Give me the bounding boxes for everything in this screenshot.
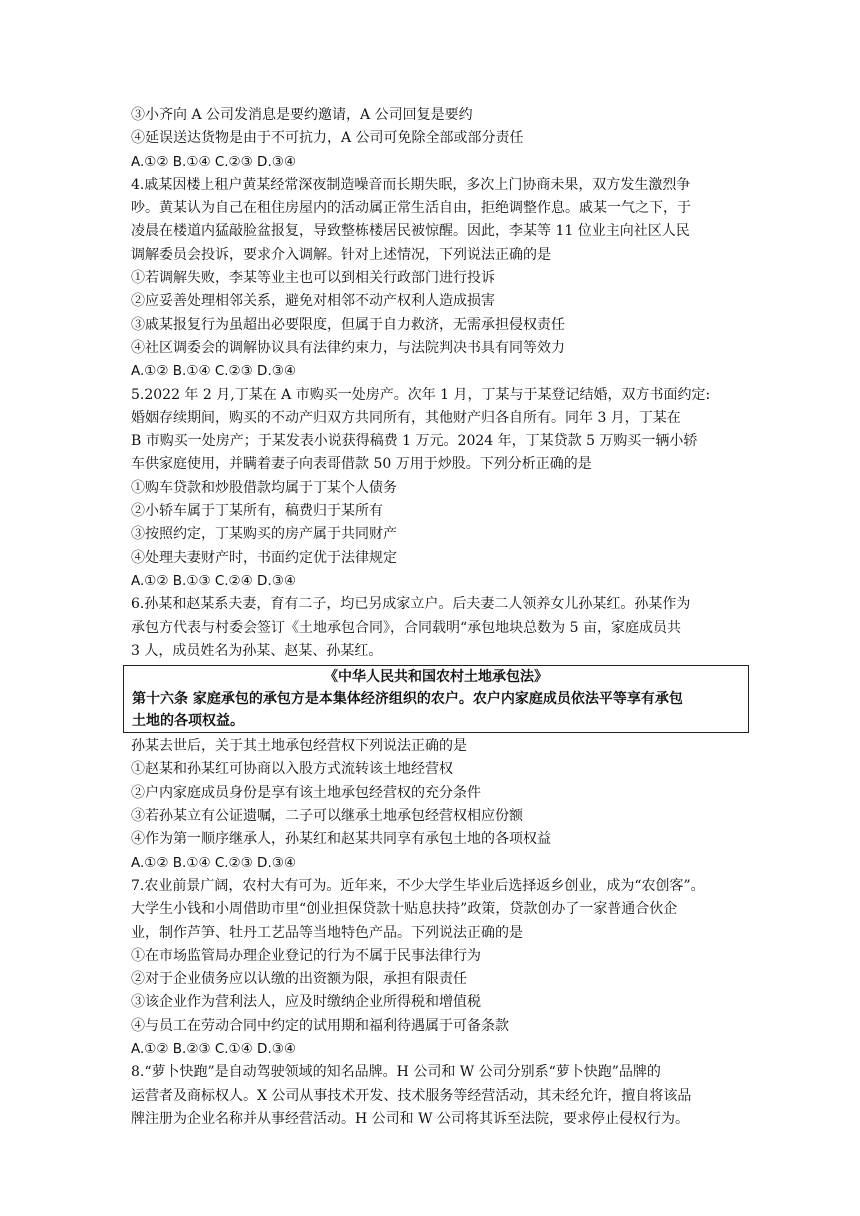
text-line: 婚姻存续期间，购买的不动产归双方共同所有，其他财产归各自所有。同年 3 月，丁某在 — [131, 409, 681, 426]
text-line: ①在市场监管局办理企业登记的行为不属于民事法律行为 — [131, 947, 481, 964]
text-line: ④延误送达货物是由于不可抗力，A 公司可免除全部或部分责任 — [131, 130, 524, 147]
text-line: 调解委员会投诉，要求介入调解。针对上述情况，下列说法正确的是 — [131, 246, 551, 263]
text-line: 车供家庭使用，并瞒着妻子向表哥借款 50 万用于炒股。下列分析正确的是 — [131, 456, 592, 473]
text-line: ③该企业作为营利法人，应及时缴纳企业所得税和增值税 — [131, 994, 481, 1011]
page-content — [131, 104, 741, 1131]
law-title: 《中华人民共和国农村土地承包法》 — [324, 669, 548, 686]
text-line: 承包方代表与村委会签订《土地承包合同》，合同载明“承包地块总数为 5 亩，家庭成员共 — [131, 619, 681, 636]
law-line: 土地的各项权益。 — [132, 713, 244, 730]
answer-options: A.①② B.①③ C.②④ D.③④ — [131, 572, 296, 589]
answer-options: A.①② B.①④ C.②③ D.③④ — [131, 854, 296, 871]
text-line: 4.戚某因楼上租户黄某经常深夜制造噪音而长期失眠，多次上门协商未果，双方发生激烈争 — [131, 176, 691, 193]
text-line: 6.孙某和赵某系夫妻，育有二子，均已另成家立户。后夫妻二人领养女儿孙某红。孙某作为 — [131, 596, 691, 613]
question-block-b — [131, 735, 741, 1131]
text-line: 孙某去世后，关于其土地承包经营权下列说法正确的是 — [131, 738, 467, 755]
text-line: ②应妥善处理相邻关系，避免对相邻不动产权利人造成损害 — [131, 293, 495, 310]
text-line: ④作为第一顺序继承人，孙某红和赵某共同享有承包土地的各项权益 — [131, 831, 551, 848]
text-line: ③若孙某立有公证遗嘱，二子可以继承土地承包经营权相应份额 — [131, 808, 523, 825]
text-line: ④与员工在劳动合同中约定的试用期和福利待遇属于可备条款 — [131, 1017, 509, 1034]
text-line: 大学生小钱和小周借助市里“创业担保贷款十贴息扶持”政策，贷款创办了一家普通合伙企 — [131, 901, 678, 918]
text-line: ③按照约定，丁某购买的房产属于共同财产 — [131, 526, 397, 543]
text-line: 5.2022 年 2 月,丁某在 A 市购买一处房产。次年 1 月，丁某与于某登记结婚，双方书面约定: — [131, 386, 711, 403]
text-line: ①若调解失败，李某等业主也可以到相关行政部门进行投诉 — [131, 270, 495, 287]
text-line: 凌晨在楼道内猛敲脸盆报复，导致整栋楼居民被惊醒。因此，李某等 11 位业主向社区人民 — [131, 223, 690, 240]
text-line: ①购车贷款和炒股借款均属于丁某个人债务 — [131, 479, 397, 496]
text-line: 运营者及商标权人。X 公司从事技术开发、技术服务等经营活动，其未经允许，擅自将该品 — [131, 1087, 692, 1104]
text-line: 业，制作芦笋、牡丹工艺品等当地特色产品。下列说法正确的是 — [131, 924, 523, 941]
text-line: ①赵某和孙某红可协商以入股方式流转该土地经营权 — [131, 761, 453, 778]
text-line: ③小齐向 A 公司发消息是要约邀请，A 公司回复是要约 — [131, 107, 473, 123]
answer-options: A.①② B.①④ C.②③ D.③④ — [131, 363, 296, 380]
text-line: 7.农业前景广阔，农村大有可为。近年来，不少大学生毕业后选择返乡创业，成为“农创客”。 — [131, 877, 705, 894]
text-line: B 市购买一处房产；于某发表小说获得稿费 1 万元。2024 年，丁某贷款 5 万购买一辆小轿 — [131, 433, 698, 450]
text-line: ④社区调委会的调解协议具有法律约束力，与法院判决书具有同等效力 — [131, 339, 565, 356]
answer-options: A.①② B.①④ C.②③ D.③④ — [131, 153, 296, 170]
text-line: 8.“萝卜快跑”是自动驾驶领域的知名品牌。H 公司和 W 公司分别系“萝卜快跑”品牌的 — [131, 1064, 661, 1081]
question-block-a — [131, 104, 741, 663]
text-line: 牌注册为企业名称并从事经营活动。H 公司和 W 公司将其诉至法院，要求停止侵权行为。 — [131, 1110, 689, 1127]
text-line: ②小轿车属于丁某所有，稿费归于某所有 — [131, 503, 383, 520]
answer-options: A.①② B.②③ C.①④ D.③④ — [131, 1040, 296, 1057]
text-line: ②户内家庭成员身份是享有该土地承包经营权的充分条件 — [131, 784, 481, 801]
law-excerpt-box — [123, 665, 749, 733]
text-line: 3 人，成员姓名为孙某、赵某、孙某红。 — [131, 642, 383, 659]
law-line: 第十六条 家庭承包的承包方是本集体经济组织的农户。农户内家庭成员依法平等享有承包 — [132, 691, 683, 708]
text-line: ④处理夫妻财产时，书面约定优于法律规定 — [131, 549, 397, 566]
text-line: ②对于企业债务应以认缴的出资额为限，承担有限责任 — [131, 971, 467, 988]
text-line: ③戚某报复行为虽超出必要限度，但属于自力救济，无需承担侵权责任 — [131, 316, 565, 333]
text-line: 吵。黄某认为自己在租住房屋内的活动属正常生活自由，拒绝调整作息。戚某一气之下，于 — [131, 200, 691, 217]
